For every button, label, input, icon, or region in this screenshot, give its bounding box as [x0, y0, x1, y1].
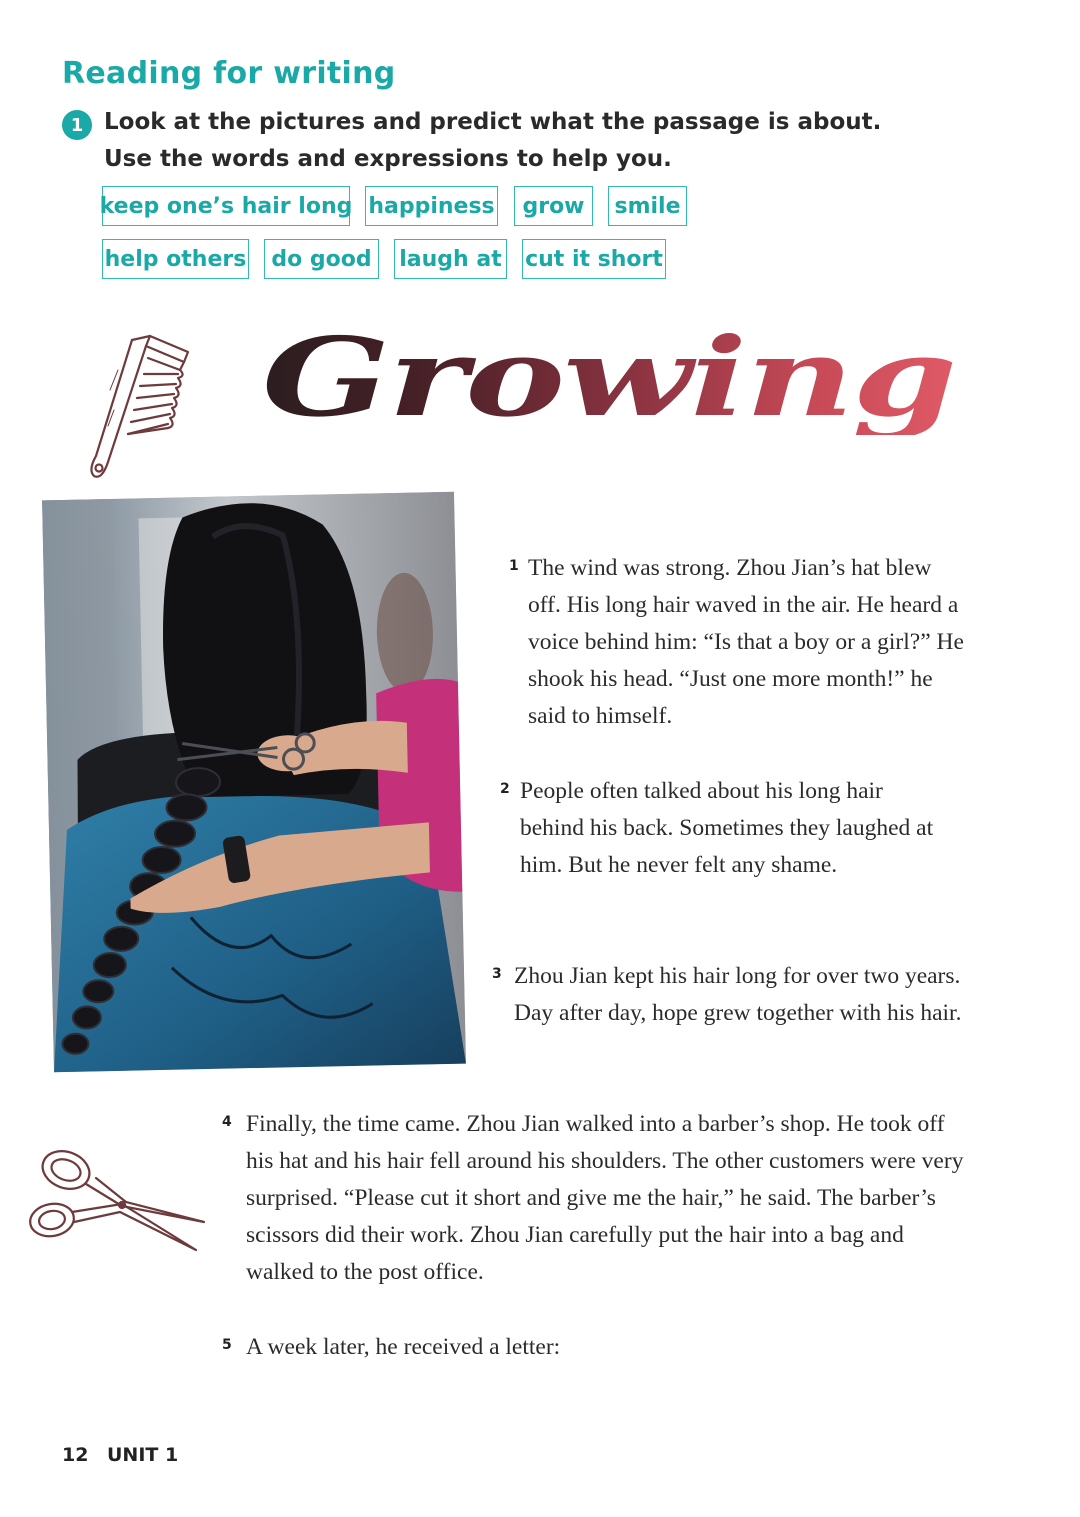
paragraph-number: 3 [492, 966, 502, 982]
story-paragraph-2: People often talked about his long hair behind his back. Sometimes they laughed at him. But he never felt any shame. [520, 778, 934, 878]
paragraph-number: 2 [500, 781, 510, 797]
story-paragraph-5: A week later, he received a letter: [246, 1334, 561, 1360]
story-paragraph-3: Zhou Jian kept his hair long for over two years. Day after day, hope grew together with his hair. [514, 963, 962, 1026]
story-paragraph-4: Finally, the time came. Zhou Jian walked into a barber’s shop. He took off his hat and his hair fell around his shoulders. The other customers were very surprised. “Please cut it short and give me the hair,” he said. The barber’s scissors did their work. Zhou Jian carefully put the hair into a bag and walked to the post office. [246, 1111, 964, 1285]
page-number: 12 [62, 1444, 89, 1466]
story-paragraph-1: The wind was strong. Zhou Jian’s hat blew off. His long hair waved in the air. He heard a voice behind him: “Is that a boy or a girl?” He shook his head. “Just one more month!” he said to himself. [528, 555, 964, 729]
paragraph-number: 5 [222, 1337, 232, 1353]
task-number-badge: 1 [62, 110, 92, 140]
word-box: smile [608, 186, 687, 226]
word-box: laugh at [394, 239, 507, 279]
word-box: happiness [365, 186, 498, 226]
scissors-icon [26, 1146, 208, 1258]
section-heading: Reading for writing [62, 56, 396, 91]
task-instruction: Look at the pictures and predict what the passage is about. Use the words and expressions to help you. [104, 109, 882, 172]
unit-label: UNIT 1 [107, 1444, 179, 1466]
story-title: Growing [262, 314, 956, 441]
word-box: do good [264, 239, 379, 279]
paragraph-number: 1 [509, 558, 519, 574]
word-box: keep one’s hair long [102, 186, 350, 226]
word-box: help others [102, 239, 249, 279]
word-box: cut it short [522, 239, 666, 279]
hair-cutting-photo [42, 492, 466, 1073]
paragraph-number: 4 [222, 1114, 232, 1130]
comb-icon [88, 330, 198, 485]
word-box: grow [514, 186, 593, 226]
photo-illustration [42, 492, 466, 1073]
